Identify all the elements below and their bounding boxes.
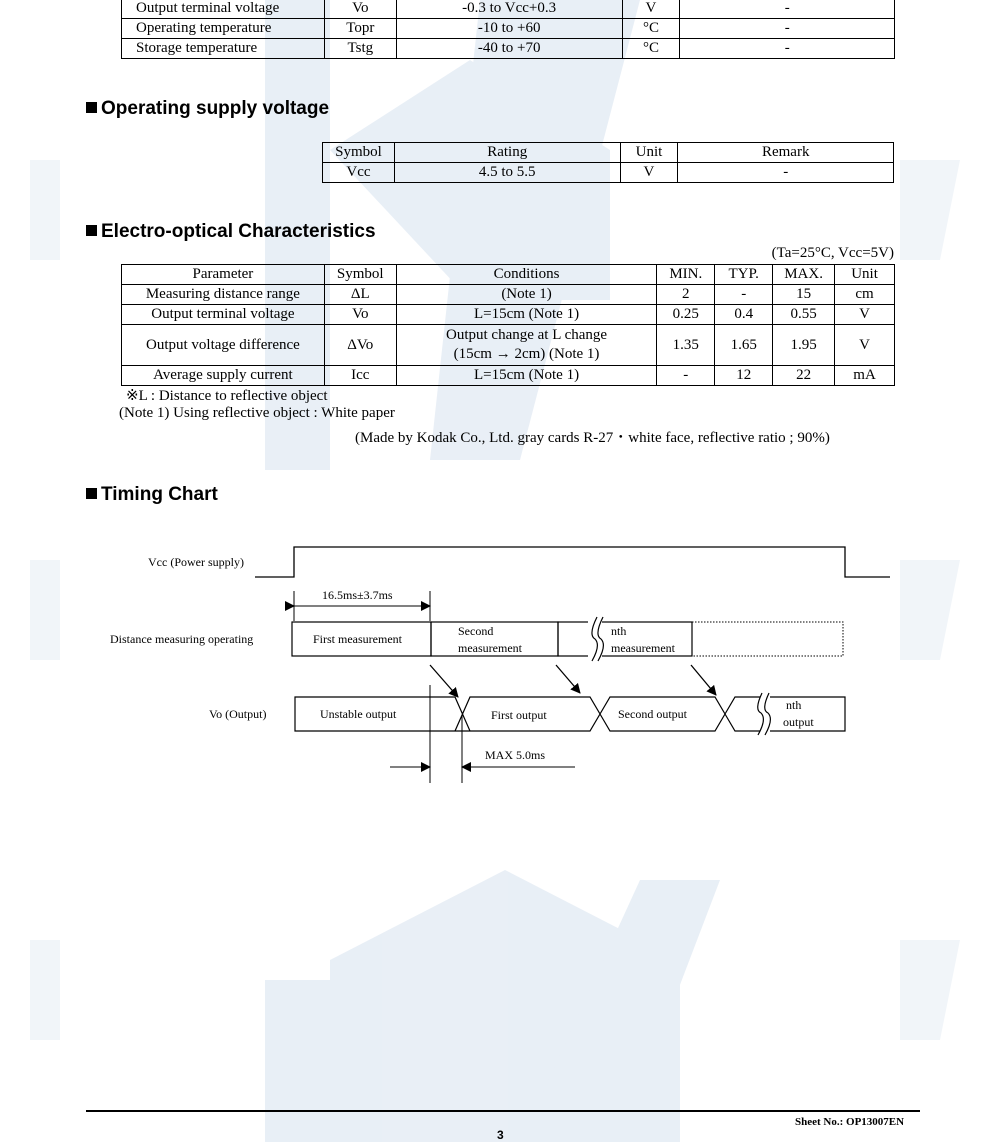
vcc-waveform xyxy=(255,547,890,577)
first-output-label: First output xyxy=(491,708,547,722)
table-row: Average supply current Icc L=15cm (Note 1) - 12 22 mA xyxy=(122,366,895,386)
nth-output-label-1: nth xyxy=(786,698,802,712)
supply-heading: Operating supply voltage xyxy=(86,98,329,120)
table-header-row: Symbol Rating Unit Remark xyxy=(323,143,894,163)
square-bullet-icon xyxy=(86,488,97,499)
arrow-2 xyxy=(556,665,580,693)
first-measurement-label: First measurement xyxy=(313,632,402,646)
absolute-max-table xyxy=(121,0,895,59)
note-distance: ※L : Distance to reflective object xyxy=(126,388,328,404)
nth-output-label-2: output xyxy=(783,715,814,729)
output-break-mark-icon xyxy=(758,693,771,735)
square-bullet-icon xyxy=(86,102,97,113)
distance-label: Distance measuring operating xyxy=(110,632,254,646)
table-row: Output terminal voltage Vo L=15cm (Note 1) 0.25 0.4 0.55 V xyxy=(122,305,895,325)
second-output-label: Second output xyxy=(618,707,687,721)
supply-voltage-table xyxy=(322,142,894,183)
arrow-1 xyxy=(430,665,458,697)
arrow-3 xyxy=(691,665,716,695)
page-number: 3 xyxy=(497,1128,504,1142)
electro-optical-table xyxy=(121,264,895,386)
timing-chart-heading: Timing Chart xyxy=(86,484,218,506)
nth-measurement-label-1: nth xyxy=(611,624,627,638)
table-row: Measuring distance range ΔL (Note 1) 2 - 15 cm xyxy=(122,285,895,305)
table-row: Storage temperature Tstg -40 to +70 °C - xyxy=(122,39,895,59)
second-measurement-label-2: measurement xyxy=(458,641,522,655)
footer-divider xyxy=(86,1110,920,1112)
unstable-output-label: Unstable output xyxy=(320,707,397,721)
vcc-label: Vcc (Power supply) xyxy=(148,555,244,569)
test-condition-label: (Ta=25°C, Vcc=5V) xyxy=(771,245,894,261)
note-made-by: (Made by Kodak Co., Ltd. gray cards R-27・white face, reflective ratio ; 90%) xyxy=(355,430,830,446)
table-row: Output terminal voltage Vo -0.3 to Vcc+0.3 V - xyxy=(122,0,895,19)
nth-measurement-label-2: measurement xyxy=(611,641,675,655)
vo-label: Vo (Output) xyxy=(209,707,267,721)
electro-optical-heading: Electro-optical Characteristics xyxy=(86,221,376,243)
second-measurement-label-1: Second xyxy=(458,624,494,638)
note-1: (Note 1) Using reflective object : White paper xyxy=(119,405,395,421)
table-header-row: Parameter Symbol Conditions MIN. TYP. MAX. Unit xyxy=(122,265,895,285)
t1-label: 16.5ms±3.7ms xyxy=(322,588,393,602)
dotted-continuation xyxy=(692,622,843,656)
table-row: Operating temperature Topr -10 to +60 °C - xyxy=(122,19,895,39)
table-row: Output voltage difference ΔVo Output change at L change (15cm → 2cm) (Note 1) 1.35 1.65 1.95 V xyxy=(122,325,895,366)
sheet-number: Sheet No.: OP13007EN xyxy=(795,1116,905,1128)
square-bullet-icon xyxy=(86,225,97,236)
max-delay-label: MAX 5.0ms xyxy=(485,748,546,762)
table-row: Vcc 4.5 to 5.5 V - xyxy=(323,163,894,183)
timing-diagram xyxy=(0,535,1000,795)
